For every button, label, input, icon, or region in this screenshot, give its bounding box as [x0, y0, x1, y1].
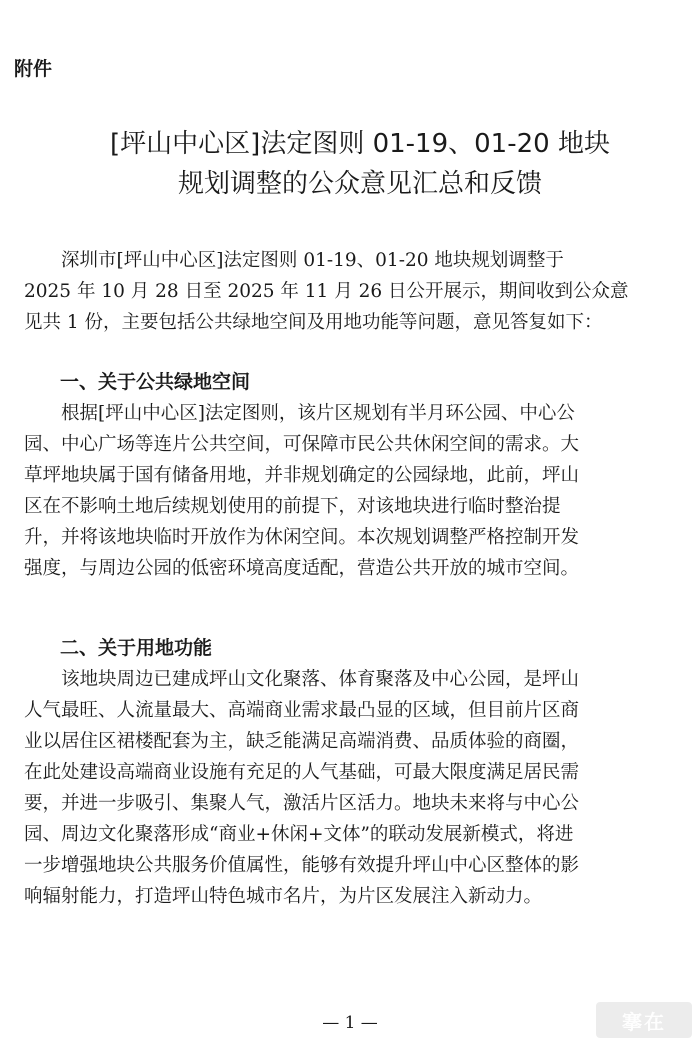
paragraph-line: 2025 年 10 月 28 日至 2025 年 11 月 26 日公开展示，期间收到公众意	[24, 281, 629, 302]
section-heading-land-use: 二、关于用地功能	[60, 637, 213, 659]
paragraph-line: 根据[坪山中心区]法定图则，该片区规划有半月环公园、中心公	[61, 403, 575, 424]
paragraph-line: 业以居住区裙楼配套为主，缺乏能满足高端消费、品质体验的商圈，	[24, 731, 580, 752]
section-paragraph-green-space	[24, 398, 676, 584]
intro-paragraph	[24, 245, 676, 338]
paragraph-line: 一步增强地块公共服务价值属性，能够有效提升坪山中心区整体的影	[24, 855, 580, 876]
title-line: [坪山中心区]法定图则 01-19、01-20 地块	[110, 129, 610, 159]
paragraph-line: 见共 1 份，主要包括公共绿地空间及用地功能等问题，意见答复如下：	[24, 312, 603, 333]
paragraph-line: 深圳市[坪山中心区]法定图则 01-19、01-20 地块规划调整于	[61, 250, 564, 271]
document-title	[40, 124, 680, 204]
paragraph-line: 园、周边文化聚落形成“商业+休闲+文体”的联动发展新模式，将进	[24, 824, 574, 845]
paragraph-line: 园、中心广场等连片公共空间，可保障市民公共休闲空间的需求。大	[24, 434, 580, 455]
section-paragraph-land-use	[24, 664, 676, 912]
paragraph-line: 草坪地块属于国有储备用地，并非规划确定的公园绿地，此前，坪山	[24, 465, 580, 486]
paragraph-line: 升，并将该地块临时开放作为休闲空间。本次规划调整严格控制开发	[24, 527, 580, 548]
paragraph-line: 强度，与周边公园的低密环境高度适配，营造公共开放的城市空间。	[24, 558, 580, 579]
title-line: 规划调整的公众意见汇总和反馈	[177, 169, 542, 199]
paragraph-line: 人气最旺、人流量最大、高端商业需求最凸显的区域，但目前片区商	[24, 700, 580, 721]
paragraph-line: 区在不影响土地后续规划使用的前提下，对该地块进行临时整治提	[24, 496, 561, 517]
page-number: — 1 —	[322, 1013, 378, 1033]
paragraph-line: 响辐射能力，打造坪山特色城市名片，为片区发展注入新动力。	[24, 886, 543, 907]
section-heading-green-space: 一、关于公共绿地空间	[60, 371, 251, 393]
paragraph-line: 要，并进一步吸引、集聚人气，激活片区活力。地块未来将与中心公	[24, 793, 580, 814]
paragraph-line: 在此处建设高端商业设施有充足的人气基础，可最大限度满足居民需	[24, 762, 580, 783]
attachment-label: 附件	[14, 58, 53, 80]
paragraph-line: 该地块周边已建成坪山文化聚落、体育聚落及中心公园，是坪山	[61, 669, 580, 690]
watermark-logo: 搴在	[596, 1002, 692, 1038]
